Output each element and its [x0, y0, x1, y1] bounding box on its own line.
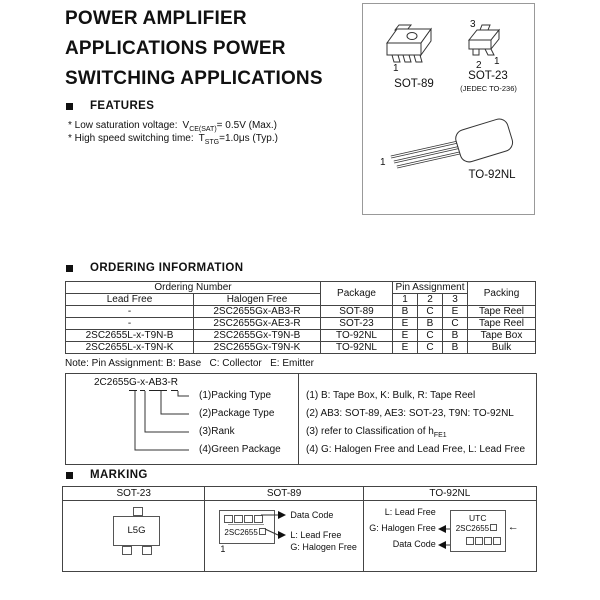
lead-free-header: Lead Free — [66, 294, 194, 306]
sot89-package-icon — [381, 20, 437, 72]
halogen-free-cell: 2SC2655Gx-AB3-R — [194, 306, 321, 318]
ordering-header-row2 — [66, 294, 536, 306]
sot89-data-code-label: Data Code — [290, 510, 334, 520]
package-cell: SOT-23 — [321, 318, 393, 330]
part-number: 2C2655 G - x - AB3 - R — [94, 378, 178, 391]
marking-heading — [66, 469, 148, 481]
pin1-header: 1 — [393, 294, 418, 306]
ordering-heading-label: ORDERING INFORMATION — [90, 262, 244, 274]
marking-col-sot89: SOT-89 — [204, 487, 363, 500]
sot23-pin2-label: 2 — [476, 60, 482, 70]
section-bullet-icon — [66, 265, 73, 272]
to92nl-data-code-label: Data Code — [392, 539, 436, 549]
page-title — [65, 4, 323, 94]
packing-header: Packing — [468, 282, 536, 306]
features-heading-label: FEATURES — [90, 100, 155, 112]
green-letter-box-icon — [490, 524, 497, 531]
sot89-pin1-label: 1 — [393, 63, 399, 72]
page-title-line3: SWITCHING APPLICATIONS — [65, 68, 323, 89]
feature-item-switching — [68, 133, 278, 145]
halogen-free-header: Halogen Free — [194, 294, 321, 306]
pin3-cell: B — [443, 330, 468, 342]
pn-explanation-1: (1) B: Tape Box, K: Bulk, R: Tape Reel — [306, 390, 476, 401]
to92nl-label: TO-92NL — [468, 169, 516, 181]
table-row — [66, 318, 536, 330]
ordering-header-row1 — [66, 282, 536, 294]
feature-label: * High speed switching time: — [68, 133, 194, 144]
sot89-lead-free-label: L: Lead Free — [290, 530, 342, 540]
table-row — [66, 330, 536, 342]
to92nl-pin1-label: 1 — [380, 157, 386, 168]
section-bullet-icon — [66, 472, 73, 479]
marking-table — [62, 486, 537, 572]
feature-label: * Low saturation voltage: — [68, 120, 178, 131]
date-code-box-icon — [475, 537, 483, 545]
sot89-label: SOT-89 — [394, 78, 434, 90]
lead-free-cell: 2SC2655L-x-T9N-K — [66, 342, 194, 354]
ordering-number-header: Ordering Number — [66, 282, 321, 294]
pn-explanation-2: (2) AB3: SOT-89, AE3: SOT-23, T9N: TO-92NL — [306, 408, 514, 419]
sot23-jedec-label: (JEDEC TO-236) — [460, 84, 517, 93]
to92nl-marking-cell — [364, 501, 536, 571]
sot23-bottom-pin-icon — [142, 546, 152, 555]
sot89-part-marking: 2SC2655 — [224, 528, 265, 538]
date-code-box-icon — [493, 537, 501, 545]
pn-explanation-3: (3) refer to Classification of $h_{FE1}$ — [306, 426, 447, 439]
pn-explanation-4: (4) G: Halogen Free and Lead Free, L: Lead Free — [306, 444, 526, 455]
to92nl-marking-outline — [450, 510, 506, 552]
package-header: Package — [321, 282, 393, 306]
marking-col-to92nl: TO-92NL — [429, 488, 471, 499]
sot23-top-pin-icon — [133, 507, 143, 516]
halogen-free-cell: 2SC2655Gx-AE3-R — [194, 318, 321, 330]
sot89-pin1-label: 1 — [220, 544, 226, 554]
sot23-bottom-pin-icon — [122, 546, 132, 555]
sot23-pin3-label: 3 — [470, 19, 476, 30]
marking-header-row — [63, 487, 536, 501]
pin2-cell: B — [418, 318, 443, 330]
halogen-free-cell: 2SC2655Gx-T9N-B — [194, 330, 321, 342]
sot23-label: SOT-23 — [468, 70, 508, 82]
pin2-header: 2 — [418, 294, 443, 306]
package-cell: SOT-89 — [321, 306, 393, 318]
page-title-line2: APPLICATIONS POWER — [65, 38, 286, 59]
part-number-key-box — [65, 373, 537, 465]
pin1-cell: E — [393, 318, 418, 330]
pin2-cell: C — [418, 306, 443, 318]
pn-label-green-package: (4)Green Package — [199, 444, 281, 455]
table-row — [66, 342, 536, 354]
section-bullet-icon — [66, 103, 73, 110]
pin2-cell: C — [418, 330, 443, 342]
marking-col-sot23: SOT-23 — [116, 488, 151, 499]
pin3-cell: C — [443, 318, 468, 330]
feature-item-saturation — [68, 120, 277, 132]
to92nl-lead-free-label: L: Lead Free — [384, 507, 436, 517]
ordering-table — [65, 281, 536, 354]
pin1-cell: E — [393, 342, 418, 354]
pn-label-packing-type: (1)Packing Type — [199, 390, 272, 401]
pin1-cell: B — [393, 306, 418, 318]
feature-value: $V_{CE(SAT)}= 0.5V$ (Max.) — [182, 120, 277, 133]
marking-heading-label: MARKING — [90, 469, 148, 481]
pn-label-package-type: (2)Package Type — [199, 408, 275, 419]
page-title-line1: POWER AMPLIFIER — [65, 8, 247, 29]
pin1-cell: E — [393, 330, 418, 342]
package-cell: TO-92NL — [321, 342, 393, 354]
date-code-box-icon — [484, 537, 492, 545]
sot23-marking-cell — [63, 501, 204, 571]
to92nl-halogen-free-label: G: Halogen Free — [369, 523, 436, 533]
lead-free-cell: 2SC2655L-x-T9N-B — [66, 330, 194, 342]
ordering-heading — [66, 262, 243, 274]
pin1-side-arrow-icon: ← — [507, 521, 519, 533]
packing-cell: Tape Box — [468, 330, 536, 342]
packing-cell: Tape Reel — [468, 318, 536, 330]
lead-free-cell: - — [66, 306, 194, 318]
sot23-package-icon — [463, 16, 507, 70]
sot89-marking-cell — [204, 501, 363, 571]
marking-body-row — [63, 501, 536, 571]
sot89-halogen-free-label: G: Halogen Free — [290, 542, 357, 552]
halogen-free-cell: 2SC2655Gx-T9N-K — [194, 342, 321, 354]
package-diagram-box — [362, 3, 535, 215]
sot23-pin1-label: 1 — [494, 56, 500, 67]
lead-free-cell: - — [66, 318, 194, 330]
features-heading — [66, 100, 154, 112]
to92nl-package-icon — [379, 112, 516, 174]
packing-cell: Bulk — [468, 342, 536, 354]
sot23-marking-code: L5G — [113, 516, 160, 546]
divider — [298, 374, 299, 464]
package-cell: TO-92NL — [321, 330, 393, 342]
packing-cell: Tape Reel — [468, 306, 536, 318]
table-row — [66, 306, 536, 318]
pin3-cell: B — [443, 342, 468, 354]
to92nl-part-marking: 2SC2655 — [456, 524, 497, 534]
feature-value: $T_{STG}=1.0\mu s$ (Typ.) — [198, 133, 278, 146]
pn-label-rank: (3)Rank — [199, 426, 235, 437]
pin-assignment-header: Pin Assignment — [393, 282, 468, 294]
pin3-header: 3 — [443, 294, 468, 306]
date-code-box-icon — [466, 537, 474, 545]
pin3-cell: E — [443, 306, 468, 318]
to92nl-brand: UTC — [468, 513, 487, 523]
pin-assignment-note: Note: Pin Assignment: B: Base C: Collector E: Emitter — [65, 358, 314, 369]
pin2-cell: C — [418, 342, 443, 354]
